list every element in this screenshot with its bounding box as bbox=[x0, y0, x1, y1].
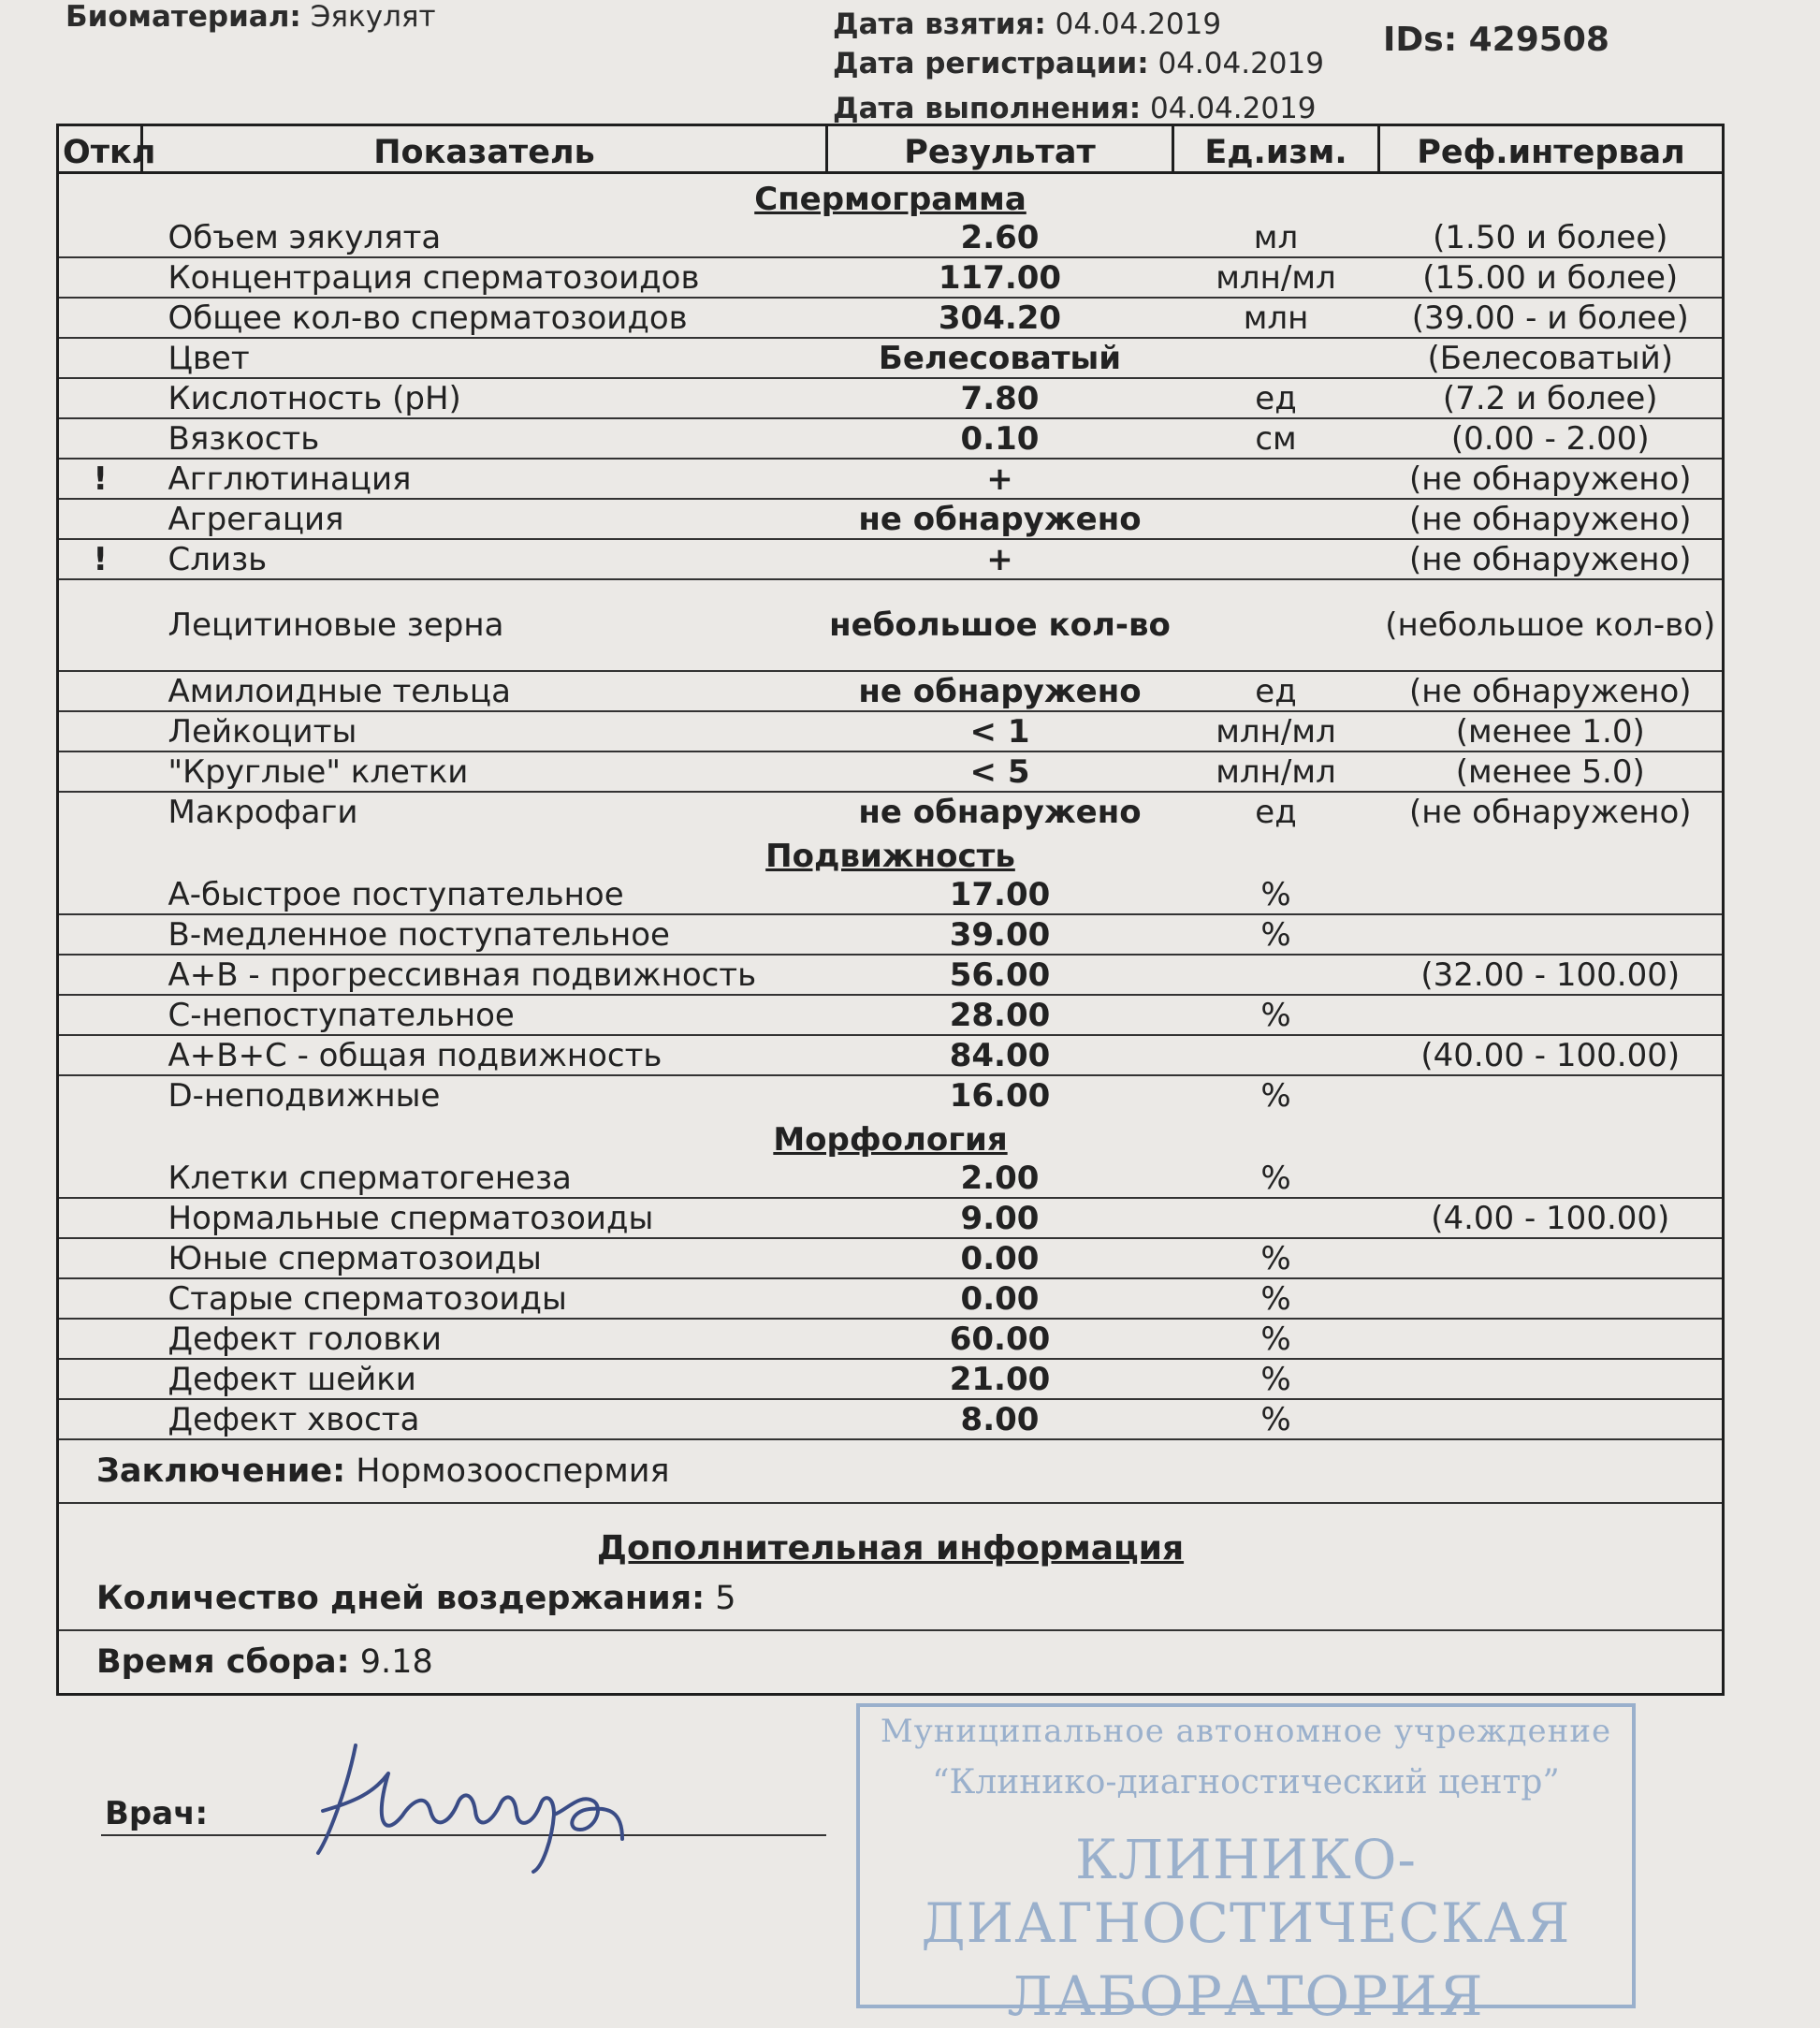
date-done-line bbox=[833, 92, 1317, 125]
result-value: + bbox=[827, 459, 1173, 499]
deviation-flag bbox=[58, 711, 142, 751]
stamp-line-1: Муниципальное автономное учреждение bbox=[880, 1713, 1612, 1750]
reference-interval: (Белесоватый) bbox=[1379, 338, 1724, 378]
parameter-name: Дефект хвоста bbox=[142, 1399, 827, 1439]
deviation-flag bbox=[58, 298, 142, 338]
deviation-flag bbox=[58, 218, 142, 257]
table-row bbox=[58, 218, 1724, 257]
clinic-stamp bbox=[856, 1703, 1636, 2028]
table-row bbox=[58, 711, 1724, 751]
reference-interval bbox=[1379, 1319, 1724, 1359]
table-header-row bbox=[58, 125, 1724, 173]
result-value: 84.00 bbox=[827, 1035, 1173, 1075]
section-title-spermogram: Спермограмма bbox=[754, 181, 1026, 218]
table-row bbox=[58, 875, 1724, 914]
parameter-name: Клетки сперматогенеза bbox=[142, 1159, 827, 1198]
unit-value bbox=[1173, 539, 1379, 579]
deviation-flag bbox=[58, 751, 142, 792]
deviation-flag bbox=[58, 257, 142, 298]
reference-interval bbox=[1379, 914, 1724, 955]
biomaterial-line bbox=[66, 0, 436, 34]
reference-interval bbox=[1379, 1159, 1724, 1198]
deviation-flag bbox=[58, 378, 142, 418]
result-value: < 1 bbox=[827, 711, 1173, 751]
unit-value bbox=[1173, 338, 1379, 378]
deviation-flag bbox=[58, 499, 142, 539]
collection-time-label: Время сбора: bbox=[96, 1643, 350, 1681]
unit-value: см bbox=[1173, 418, 1379, 459]
unit-value: % bbox=[1173, 914, 1379, 955]
unit-value: % bbox=[1173, 1359, 1379, 1399]
result-value: 60.00 bbox=[827, 1319, 1173, 1359]
abstinence-label: Количество дней воздержания: bbox=[96, 1580, 706, 1617]
result-value: 2.00 bbox=[827, 1159, 1173, 1198]
deviation-flag: ! bbox=[58, 539, 142, 579]
reference-interval: (не обнаружено) bbox=[1379, 539, 1724, 579]
unit-value: % bbox=[1173, 995, 1379, 1035]
col-name-header: Показатель bbox=[142, 125, 827, 173]
reference-interval: (39.00 - и более) bbox=[1379, 298, 1724, 338]
result-value: 9.00 bbox=[827, 1198, 1173, 1238]
result-value: небольшое кол-во bbox=[827, 579, 1173, 671]
reference-interval: (небольшое кол-во) bbox=[1379, 579, 1724, 671]
parameter-name: Старые сперматозоиды bbox=[142, 1278, 827, 1319]
date-taken-line bbox=[833, 7, 1221, 41]
table-row bbox=[58, 671, 1724, 711]
unit-value bbox=[1173, 579, 1379, 671]
reference-interval: (менее 5.0) bbox=[1379, 751, 1724, 792]
result-value: 304.20 bbox=[827, 298, 1173, 338]
date-done-value: 04.04.2019 bbox=[1150, 92, 1317, 125]
table-row bbox=[58, 579, 1724, 671]
reference-interval: (не обнаружено) bbox=[1379, 499, 1724, 539]
table-row bbox=[58, 378, 1724, 418]
parameter-name: А+В - прогрессивная подвижность bbox=[142, 955, 827, 995]
date-taken-value: 04.04.2019 bbox=[1055, 7, 1222, 41]
unit-value bbox=[1173, 1035, 1379, 1075]
result-value: 16.00 bbox=[949, 1077, 1051, 1115]
result-value: не обнаружено bbox=[858, 794, 1142, 831]
date-registration-value: 04.04.2019 bbox=[1158, 47, 1324, 80]
parameter-name: Агглютинация bbox=[142, 459, 827, 499]
unit-value bbox=[1173, 459, 1379, 499]
unit-value: % bbox=[1260, 1077, 1291, 1115]
conclusion-label: Заключение: bbox=[96, 1452, 346, 1490]
reference-interval bbox=[1379, 1359, 1724, 1399]
col-unit-header: Ед.изм. bbox=[1173, 125, 1379, 173]
biomaterial-label: Биоматериал: bbox=[66, 0, 301, 34]
parameter-name: Макрофаги bbox=[167, 794, 358, 831]
table-row bbox=[58, 1399, 1724, 1439]
parameter-name: А+В+С - общая подвижность bbox=[142, 1035, 827, 1075]
parameter-name: Лейкоциты bbox=[142, 711, 827, 751]
unit-value: ед bbox=[1173, 378, 1379, 418]
unit-value: % bbox=[1173, 1399, 1379, 1439]
section-title-morphology: Морфология bbox=[773, 1121, 1008, 1159]
sample-ids: IDs: 429508 bbox=[1383, 21, 1609, 59]
biomaterial-value: Эякулят bbox=[310, 0, 436, 34]
date-registration-line bbox=[833, 47, 1324, 80]
deviation-flag bbox=[58, 418, 142, 459]
parameter-name: D-неподвижные bbox=[167, 1077, 441, 1115]
parameter-name: Вязкость bbox=[142, 418, 827, 459]
deviation-flag bbox=[58, 579, 142, 671]
table-row bbox=[58, 751, 1724, 792]
table-row bbox=[58, 298, 1724, 338]
result-value: 2.60 bbox=[827, 218, 1173, 257]
result-value: + bbox=[827, 539, 1173, 579]
unit-value: % bbox=[1173, 1238, 1379, 1278]
date-registration-label: Дата регистрации: bbox=[833, 47, 1149, 80]
parameter-name: "Круглые" клетки bbox=[142, 751, 827, 792]
result-value: 0.00 bbox=[827, 1238, 1173, 1278]
reference-interval: (не обнаружено) bbox=[1379, 459, 1724, 499]
table-row bbox=[58, 1359, 1724, 1399]
result-value: 56.00 bbox=[827, 955, 1173, 995]
result-value: Белесоватый bbox=[827, 338, 1173, 378]
parameter-name: Амилоидные тельца bbox=[142, 671, 827, 711]
reference-interval bbox=[1379, 995, 1724, 1035]
col-flag-header: Откл bbox=[58, 125, 142, 173]
reference-interval bbox=[1379, 1399, 1724, 1439]
parameter-name: Нормальные сперматозоиды bbox=[142, 1198, 827, 1238]
reference-interval: (1.50 и более) bbox=[1379, 218, 1724, 257]
section-title-motility: Подвижность bbox=[765, 838, 1015, 875]
deviation-flag: ! bbox=[58, 459, 142, 499]
parameter-name: С-непоступательное bbox=[142, 995, 827, 1035]
reference-interval: (0.00 - 2.00) bbox=[1379, 418, 1724, 459]
result-value: < 5 bbox=[827, 751, 1173, 792]
parameter-name: Кислотность (pH) bbox=[142, 378, 827, 418]
unit-value: % bbox=[1173, 875, 1379, 914]
parameter-name: В-медленное поступательное bbox=[142, 914, 827, 955]
reference-interval: (не обнаружено) bbox=[1408, 794, 1692, 831]
reference-interval: (15.00 и более) bbox=[1379, 257, 1724, 298]
section-row bbox=[58, 1115, 1724, 1159]
unit-value: мл bbox=[1173, 218, 1379, 257]
table-row bbox=[58, 1075, 1724, 1115]
result-value: 8.00 bbox=[827, 1399, 1173, 1439]
parameter-name: Дефект головки bbox=[142, 1319, 827, 1359]
result-value: 7.80 bbox=[827, 378, 1173, 418]
unit-value: ед bbox=[1255, 794, 1297, 831]
collection-time-row bbox=[58, 1630, 1724, 1695]
reference-interval bbox=[1379, 1238, 1724, 1278]
parameter-name: Концентрация сперматозоидов bbox=[142, 257, 827, 298]
parameter-name: Общее кол-во сперматозоидов bbox=[142, 298, 827, 338]
unit-value: % bbox=[1173, 1159, 1379, 1198]
unit-value bbox=[1173, 955, 1379, 995]
result-value: 0.00 bbox=[827, 1278, 1173, 1319]
parameter-name: Дефект шейки bbox=[142, 1359, 827, 1399]
reference-interval bbox=[1379, 1075, 1724, 1115]
doctor-label: Врач: bbox=[105, 1795, 209, 1832]
section-row bbox=[58, 831, 1724, 875]
results-table bbox=[56, 124, 1725, 1696]
col-result-header: Результат bbox=[827, 125, 1173, 173]
table-row bbox=[58, 539, 1724, 579]
table-row bbox=[58, 995, 1724, 1035]
table-row bbox=[58, 338, 1724, 378]
stamp-line-2: “Клинико-диагностический центр” bbox=[932, 1763, 1560, 1802]
table-row bbox=[58, 499, 1724, 539]
table-row bbox=[58, 1319, 1724, 1359]
reference-interval: (7.2 и более) bbox=[1379, 378, 1724, 418]
result-value: 39.00 bbox=[827, 914, 1173, 955]
result-value: 21.00 bbox=[827, 1359, 1173, 1399]
reference-interval: (4.00 - 100.00) bbox=[1379, 1198, 1724, 1238]
unit-value bbox=[1173, 1198, 1379, 1238]
table-row bbox=[58, 1278, 1724, 1319]
unit-value: млн/мл bbox=[1173, 711, 1379, 751]
conclusion-value: Нормозооспермия bbox=[356, 1452, 670, 1490]
section-row bbox=[58, 173, 1724, 219]
table-row bbox=[58, 257, 1724, 298]
unit-value: ед bbox=[1173, 671, 1379, 711]
table-row bbox=[58, 1159, 1724, 1198]
reference-interval: (не обнаружено) bbox=[1379, 671, 1724, 711]
result-value: 0.10 bbox=[827, 418, 1173, 459]
unit-value: млн/мл bbox=[1173, 751, 1379, 792]
unit-value: млн bbox=[1173, 298, 1379, 338]
unit-value: млн/мл bbox=[1173, 257, 1379, 298]
result-value: не обнаружено bbox=[827, 499, 1173, 539]
unit-value bbox=[1173, 499, 1379, 539]
doctor-signature bbox=[299, 1736, 692, 1876]
parameter-name: Агрегация bbox=[142, 499, 827, 539]
table-row bbox=[58, 1198, 1724, 1238]
result-value: не обнаружено bbox=[827, 671, 1173, 711]
conclusion-row bbox=[58, 1439, 1724, 1503]
reference-interval: (32.00 - 100.00) bbox=[1379, 955, 1724, 995]
unit-value: % bbox=[1173, 1319, 1379, 1359]
unit-value: % bbox=[1173, 1278, 1379, 1319]
table-row bbox=[58, 792, 1724, 831]
extra-info-title-row bbox=[58, 1503, 1724, 1568]
deviation-flag bbox=[58, 671, 142, 711]
reference-interval: (40.00 - 100.00) bbox=[1379, 1035, 1724, 1075]
date-taken-label: Дата взятия: bbox=[833, 7, 1046, 41]
reference-interval bbox=[1379, 875, 1724, 914]
parameter-name: Юные сперматозоиды bbox=[142, 1238, 827, 1278]
reference-interval bbox=[1379, 1278, 1724, 1319]
parameter-name: Слизь bbox=[142, 539, 827, 579]
col-ref-header: Реф.интервал bbox=[1379, 125, 1724, 173]
stamp-line-3: КЛИНИКО-ДИАГНОСТИЧЕСКАЯ bbox=[921, 1828, 1571, 1955]
table-row bbox=[58, 459, 1724, 499]
table-row bbox=[58, 914, 1724, 955]
parameter-name: Объем эякулята bbox=[142, 218, 827, 257]
date-done-label: Дата выполнения: bbox=[833, 92, 1142, 125]
parameter-name: Лецитиновые зерна bbox=[142, 579, 827, 671]
table-row bbox=[58, 1238, 1724, 1278]
parameter-name: Цвет bbox=[142, 338, 827, 378]
reference-interval: (менее 1.0) bbox=[1379, 711, 1724, 751]
deviation-flag bbox=[58, 792, 142, 831]
table-row bbox=[58, 418, 1724, 459]
table-row bbox=[58, 955, 1724, 995]
collection-time-value: 9.18 bbox=[359, 1643, 433, 1681]
parameter-name: А-быстрое поступательное bbox=[142, 875, 827, 914]
table-row bbox=[58, 1035, 1724, 1075]
result-value: 117.00 bbox=[827, 257, 1173, 298]
result-value: 17.00 bbox=[827, 875, 1173, 914]
stamp-line-4: ЛАБОРАТОРИЯ bbox=[1007, 1964, 1485, 2028]
deviation-flag bbox=[58, 338, 142, 378]
result-value: 28.00 bbox=[827, 995, 1173, 1035]
abstinence-value: 5 bbox=[715, 1580, 736, 1617]
extra-info-title: Дополнительная информация bbox=[596, 1529, 1185, 1568]
abstinence-row bbox=[58, 1568, 1724, 1630]
